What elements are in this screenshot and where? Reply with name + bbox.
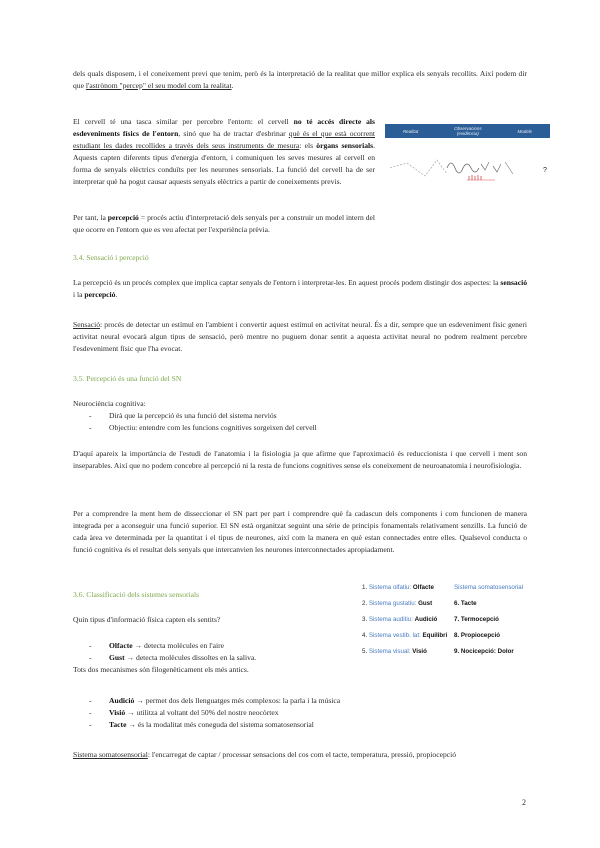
section-3-5-heading: 3.5. Percepció és una funció del SN bbox=[73, 374, 182, 383]
list-item: - Olfacte → detecta molècules en l'aire bbox=[73, 640, 256, 652]
page-number: 2 bbox=[522, 798, 526, 807]
sensacio-definition: Sensació: procés de detectar un estímul en l'ambient i convertir aquest estímul en activitat neural. És a dir, sempre que un esdeveniment físic generi activitat neural evocarà algun tipus de sensació, però mentre no puguem donar sentit a aquesta activitat neural no podrem realment percebre l'esdeveniment físic que l'ha evocat. bbox=[73, 320, 527, 353]
perception-figure bbox=[385, 124, 550, 204]
percepcio-definition: Per tant, la percepció = procés actiu d'interpretació dels senyals per a construir un model intern del que ocorre en l'entorn que es veu afectat per l'experiència prèvia. bbox=[73, 213, 375, 234]
legend-row: 2. Sistema gustatiu: Gust 6. Tacte bbox=[362, 600, 477, 607]
list-item: - Gust → detecta molècules dissoltes en la saliva. bbox=[73, 652, 256, 664]
figure-question-mark: ? bbox=[543, 167, 547, 174]
legend-row: 4. Sistema vestib. lat: Equilibri 8. Propiocepció bbox=[362, 632, 501, 639]
section-3-4-heading: 3.4. Sensació i percepció bbox=[73, 253, 149, 262]
figure-col-realitat: Realitat bbox=[402, 128, 419, 134]
section-3-6-heading: 3.6. Classificació dels sistemes sensorials bbox=[73, 590, 200, 599]
chem-note: Tots dos mecanismes són filogenèticament els més antics. bbox=[73, 665, 249, 674]
other-senses-list bbox=[73, 695, 340, 731]
sensory-systems-legend bbox=[362, 580, 562, 660]
list-item: - Audició → permet dos dels llenguatges més complexos: la parla i la música bbox=[73, 695, 340, 707]
figure-col-models: Models bbox=[517, 128, 533, 134]
sn-paragraph: Per a comprendre la ment hem de disseccionar el SN part per part i comprendre què fa cadascun dels components i com funcionen de manera integrada per a aconseguir una funció superior. El SN està organitzat seguint una sèrie de principis fonamentals relativament senzills. La funció de cada àrea ve determinada per la quantitat i el tipus de neurones, així com la manera en què estan connectades entre elles. Qualsevol conducta o funció cognitiva és el resultat dels senyals que intercanvien les neurones interconnectades apropiadament. bbox=[73, 509, 527, 554]
legend-row: 3. Sistema auditiu: Audició 7. Termocepció bbox=[362, 616, 499, 623]
list-item: - Visió → utilitza al voltant del 50% del nostre neocòrtex bbox=[73, 707, 340, 719]
legend-row: 5. Sistema visual: Visió 9. Nocicepció: Dolor bbox=[362, 648, 514, 655]
somatosensorial-paragraph: Sistema somatosensorial: l'encarregat de captar / processar sensacions del cos com el tacte, temperatura, pressió, propiocepció bbox=[73, 750, 457, 759]
neurociencia-list bbox=[73, 410, 317, 434]
anatomia-paragraph: D'aquí apareix la importància de l'estudi de l'anatomia i la fisiologia ja que afirme que l'aproximació és reduccionista i que cervell i ment son inseparables. Així que no podem concebre al percepció ni la resta de funcions cognitives sense els coneixement de neuroanatomia i neurofisiologia. bbox=[73, 449, 527, 470]
chemical-senses-list bbox=[73, 640, 256, 664]
list-item: - Objectiu: entendre com les funcions cognitives sorgeixen del cervell bbox=[73, 422, 317, 434]
list-item: - Dirà que la percepció és una funció del sistema nerviós bbox=[73, 410, 317, 422]
figure-col-observacions: Observacions (evidència) bbox=[454, 126, 482, 136]
neurociencia-label: Neurociència cognitiva: bbox=[73, 399, 146, 408]
intro-paragraph: dels quals disposem, i el coneixement previ que tenim, però és la interpretació de la realitat que millor explica els senyals recollits. Així podem dir que l'astrònom "percep" el seu model com la realitat. bbox=[73, 69, 527, 90]
sensacio-percepcio-intro: La percepció és un procés complex que implica captar senyals de l'entorn i interpretar-les. En aquest procés podem distingir dos aspectes: la sensació i la percepció. bbox=[73, 278, 527, 299]
sentits-question: Quin tipus d'informació física capten els sentits? bbox=[73, 615, 221, 624]
legend-row: 1. Sistema olfatiu: Olfacte Sistema somatosensorial bbox=[362, 584, 524, 591]
figure-header bbox=[385, 124, 550, 138]
figure-illustration bbox=[385, 138, 550, 204]
brain-paragraph: El cervell té una tasca similar per percebre l'entorn: el cervell no té accés directe als esdeveniments físics de l'entorn, sinó que ha de tractar d'esbrinar què és el que està ocorrent estudiant les dades recollides a través dels seus instruments de mesura: els òrgans sensorials. Aquests capten diferents tipus d'energia d'entorn, i comuniquen les seves mesures al cervell en forma de senyals elèctrics conduïts per les neurones sensorials. La funció del cervell ha de ser interpretar què ha pogut causar aquests senyals elèctrics a partir de coneixements previs. bbox=[73, 117, 376, 186]
astronom-link: l'astrònom "percep" el seu model com la realitat bbox=[85, 81, 232, 90]
list-item: - Tacte → és la modalitat més coneguda del sistema somatosensorial bbox=[73, 719, 340, 731]
